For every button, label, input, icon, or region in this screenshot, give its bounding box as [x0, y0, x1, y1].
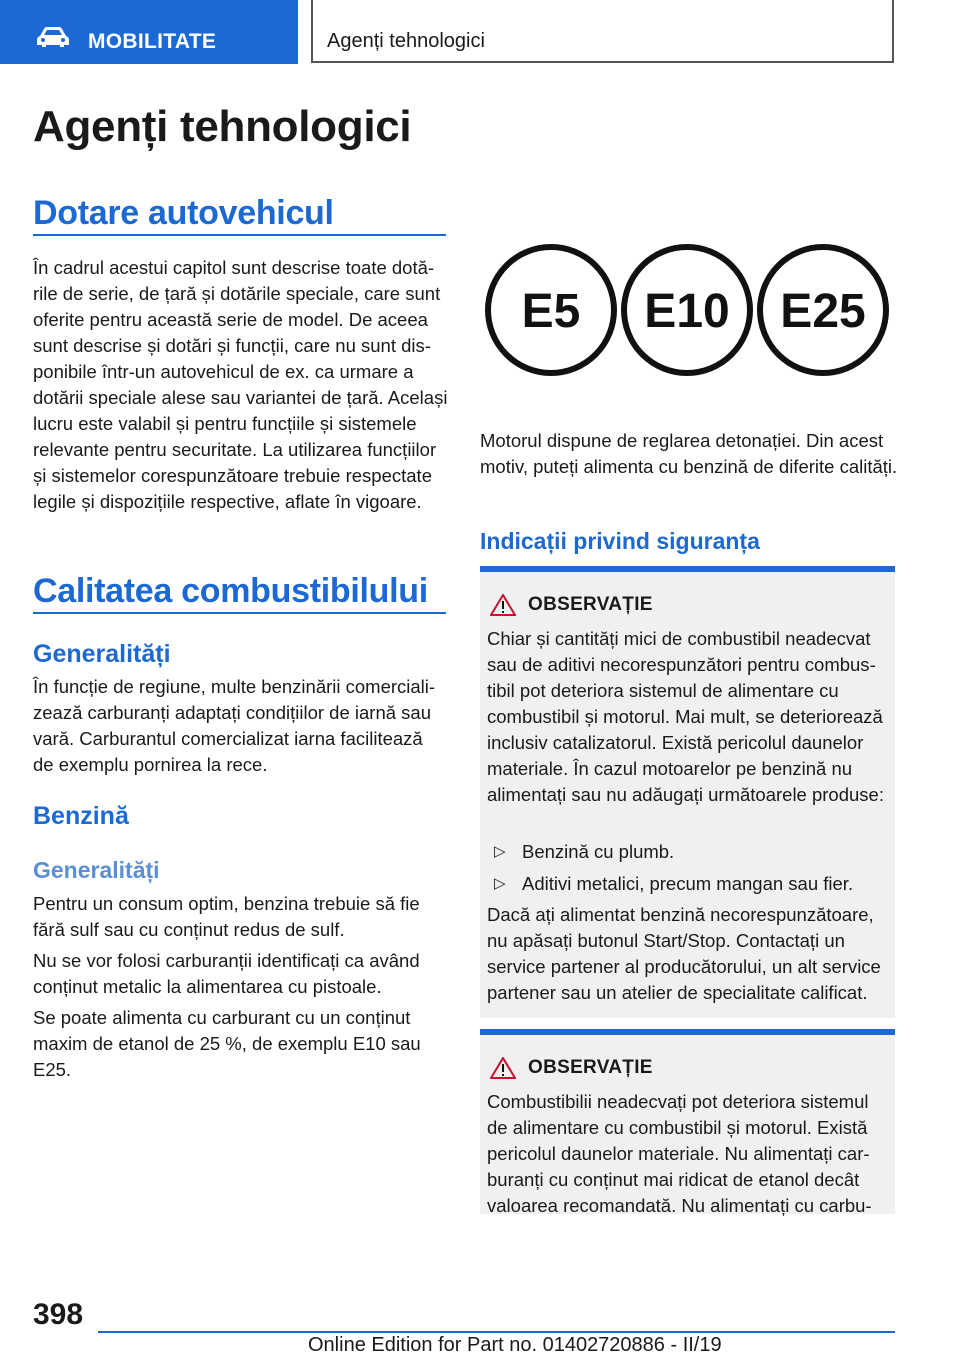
warning-box-2 [480, 1029, 895, 1214]
paragraph-detonatie: Motorul dispune de reglarea detonației. Din acest motiv, puteți alimenta cu benzină de diferite calități. [480, 430, 898, 477]
warning-header [490, 594, 653, 616]
section-title-calitate: Calitatea combustibilului [33, 572, 428, 610]
footer-rule [98, 1331, 895, 1333]
paragraph-metalic: Nu se vor folosi carburanții identificați ca având conținut metalic la alimentarea cu pistoale. [33, 950, 420, 997]
warning-triangle-icon [490, 594, 516, 616]
section-rule [33, 612, 446, 614]
triangle-bullet-icon: ▷ [494, 843, 506, 860]
warning-triangle-icon [490, 1057, 516, 1079]
warning-header [490, 1057, 653, 1079]
fuel-label-e25 [760, 247, 886, 373]
fuel-label-e5-text: E5 [521, 285, 581, 338]
chapter-label: Agenți tehnologici [327, 30, 485, 52]
list-item: ▷ Aditivi metalici, precum mangan sau fier. [494, 868, 853, 900]
paragraph-etanol: Se poate alimenta cu carburant cu un conținut maxim de etanol de 25 %, de exemplu E10 sau E25. [33, 1007, 421, 1080]
paragraph-sulf: Pentru un consum optim, benzina trebuie să fie fără sulf sau cu conținut redus de sulf. [33, 893, 420, 940]
subsection-title-siguranta: Indicații privind siguranța [480, 528, 760, 554]
warning-label: OBSERVAȚIE [528, 594, 653, 615]
footer-edition: Online Edition for Part no. 01402720886 - II/19 [308, 1334, 722, 1356]
chapter-header [311, 0, 894, 63]
section-rule [33, 234, 446, 236]
paragraph-generalitati: În funcție de regiune, multe benzinării comercializează carburanți adaptați condițiilor de iarnă sau vară. Carburantul comercializat iarna facilitează de exemplu pornirea la rece. [33, 676, 436, 775]
warning-box-1 [480, 566, 895, 1018]
section-tab[interactable] [0, 0, 298, 64]
subsection-title-benzina: Benzină [33, 802, 129, 830]
warning-text: Combustibilii neadecvați pot deteriora sistemul de alimentare cu combustibil și motorul. Există pericolul daunelor materiale. Nu alimentați carburanți cu conținut mai ridicat de etanol decât valoarea recomandată. Nu alimentați cu carbu- [487, 1091, 872, 1216]
warning-text: Chiar și cantități mici de combustibil neadecvat sau de aditivi necorespunzători pentru combustibil pot deteriora sistemul de alimentare cu combustibil și motorul. Mai mult, se deteriorează inclusiv catalizatorul. Există pericolul daunelor materiale. În cazul motoarelor pe benzină nu alimentați sau nu adăugați următoarele produse: [487, 628, 884, 805]
paragraph-dotare: În cadrul acestui capitol sunt descrise toate dotările de serie, de țară și dotările speciale, care sunt oferite pentru această serie de model. De aceea sunt descrise și dotări și funcții, care nu sunt disponibile într-un autovehicul de ex. ca urmare a dotării speciale alese sau variantei de țară. Același lucru este valabil și pentru funcțiile și sistemele relevante pentru securitate. La utilizarea funcțiilor și sistemelor corespunzătoare trebuie respectate legile și dispozițiile respective, aflate în vigoare. [33, 257, 448, 512]
list-item: ▷ Benzină cu plumb. [494, 836, 853, 868]
fuel-labels-figure [480, 238, 894, 382]
section-title-dotare: Dotare autovehicul [33, 194, 334, 232]
sub-subsection-title-generalitati: Generalități [33, 857, 160, 883]
fuel-label-e10 [624, 247, 750, 373]
fuel-label-e5 [488, 247, 614, 373]
fuel-label-e10-text: E10 [644, 285, 730, 338]
warning-label: OBSERVAȚIE [528, 1057, 653, 1078]
car-icon [36, 26, 70, 48]
warning-after-text: Dacă ați alimentat benzină necorespunzătoare, nu apăsați butonul Start/Stop. Contactați un service partener al producătorului, un alt service partener sau un atelier de specialitate calificat. [487, 904, 881, 1003]
page-title: Agenți tehnologici [33, 102, 412, 151]
fuel-label-e25-text: E25 [780, 285, 866, 338]
warning-bullet-list [494, 836, 853, 900]
page-number: 398 [33, 1298, 84, 1331]
triangle-bullet-icon: ▷ [494, 875, 506, 892]
subsection-title-generalitati: Generalități [33, 640, 171, 668]
section-label: MOBILITATE [88, 30, 217, 53]
